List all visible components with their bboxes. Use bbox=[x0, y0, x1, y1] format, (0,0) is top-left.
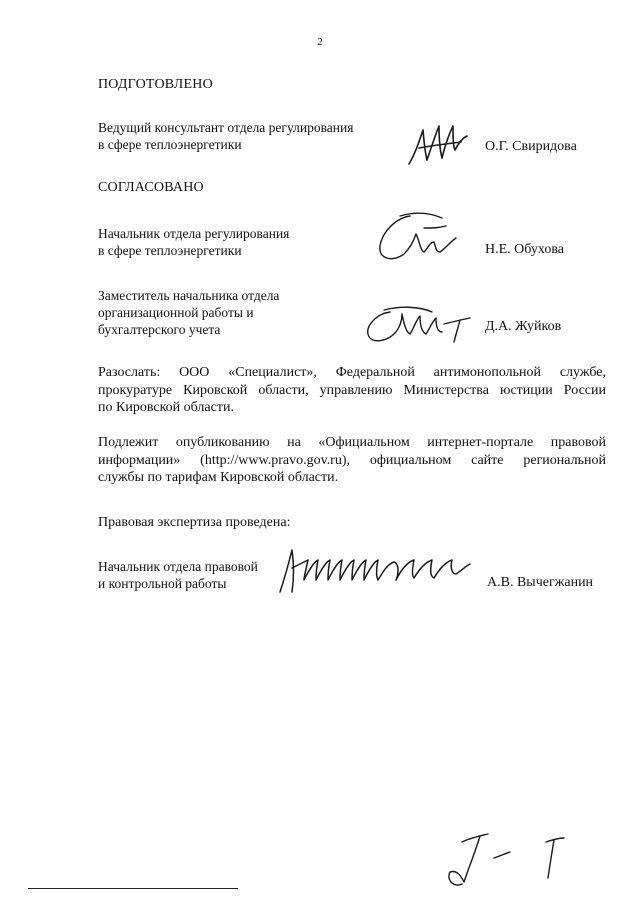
initials-mark bbox=[440, 820, 590, 892]
signature-sviridova bbox=[405, 120, 475, 168]
publication-paragraph bbox=[98, 434, 606, 487]
distribution-paragraph bbox=[98, 364, 606, 417]
prepared-role bbox=[98, 119, 353, 153]
legal-review-note: Правовая экспертиза проведена: bbox=[98, 515, 291, 530]
prepared-name: О.Г. Свиридова bbox=[485, 139, 577, 154]
legal-review-role-line: Начальник отдела правовой bbox=[98, 559, 258, 574]
agreed-role-1 bbox=[98, 225, 289, 259]
agreed-role-line: Начальник отдела регулирования bbox=[98, 226, 290, 241]
publication-line: службы по тарифам Кировской области. bbox=[98, 470, 339, 485]
signature-zhuikov bbox=[360, 300, 480, 348]
distribution-line: Разослать: ООО «Специалист», Федеральной антимонопольной службе, bbox=[98, 365, 606, 380]
prepared-role-line: в сфере теплоэнергетики bbox=[98, 137, 242, 152]
agreed-name-2: Д.А. Жуйков bbox=[485, 319, 562, 334]
agreed-role-2 bbox=[98, 287, 279, 338]
publication-line: Подлежит опубликованию на «Официальном интернет-портале правовой bbox=[98, 435, 606, 450]
signature-vychegzhanin bbox=[270, 540, 480, 596]
agreed-role-line: в сфере теплоэнергетики bbox=[98, 243, 242, 258]
agreed-role-line: бухгалтерского учета bbox=[98, 322, 221, 337]
legal-review-role bbox=[98, 558, 258, 592]
distribution-line: прокуратуре Кировской области, управлению Министерства юстиции России bbox=[98, 382, 606, 398]
publication-line: информации» (http://www.pravo.gov.ru), официальном сайте региональной bbox=[98, 452, 606, 468]
legal-review-name: А.В. Вычегжанин bbox=[487, 575, 594, 590]
prepared-heading: ПОДГОТОВЛЕНО bbox=[98, 77, 213, 92]
agreed-role-line: организационной работы и bbox=[98, 305, 254, 320]
prepared-role-line: Ведущий консультант отдела регулирования bbox=[98, 120, 354, 135]
signature-obukhova bbox=[370, 208, 470, 266]
page-number: 2 bbox=[317, 36, 323, 48]
distribution-line: по Кировской области. bbox=[98, 400, 234, 415]
legal-review-role-line: и контрольной работы bbox=[98, 576, 227, 591]
agreed-role-line: Заместитель начальника отдела bbox=[98, 288, 280, 303]
agreed-heading: СОГЛАСОВАНО bbox=[98, 180, 204, 195]
agreed-name-1: Н.Е. Обухова bbox=[485, 242, 564, 257]
footer-rule bbox=[28, 888, 238, 889]
